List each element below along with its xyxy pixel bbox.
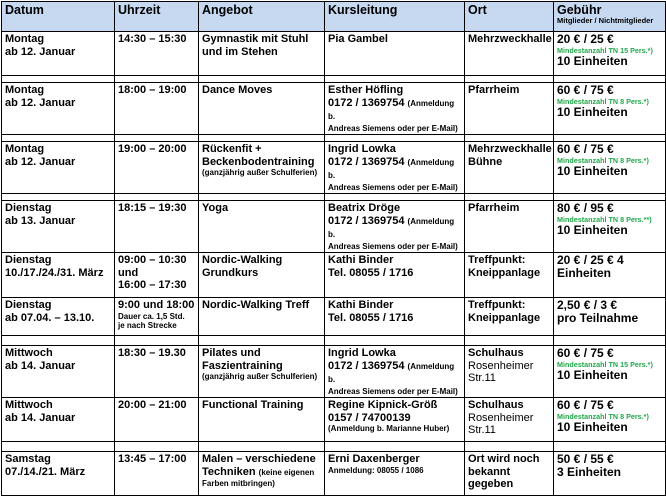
cell-datum [2,32,115,76]
time: 16:00 – 17:30 [118,279,187,291]
cell-angebot [199,83,325,135]
duration-note: je nach Strecke [118,321,177,330]
header-gebuehr-sub: Mitglieder / Nichtmitglieder [557,16,654,25]
cell-angebot [199,346,325,398]
offer-note: (ganzjährig außer Schulferien) [202,168,318,177]
time: 18:00 – 19:00 [118,84,187,96]
location: Treffpunkt: [468,254,526,266]
location-detail: bekannt gegeben [468,465,514,490]
min-participants: Mindestanzahl TN 8 Pers.**) [557,215,652,224]
spacer-row [2,76,666,83]
min-participants: Mindestanzahl TN 8 Pers.*) [557,97,649,106]
units: 10 Einheiten [557,54,628,68]
cell-gebuehr [554,298,666,336]
units: Einheiten [557,266,612,280]
cell-uhrzeit [115,346,199,398]
date: ab 14. Januar [5,359,76,372]
location: Mehrzweckhalle [468,143,552,155]
min-participants: Mindestanzahl TN 15 Pers.*) [557,46,653,55]
cell-ort [465,346,554,398]
cell-ort [465,452,554,496]
table-row [2,452,666,496]
header-kursleitung: Kursleitung [325,2,465,32]
offer-line: Faszientraining [202,359,283,372]
cell-gebuehr [554,201,666,253]
cell-datum [2,452,115,496]
units: pro Teilnahme [557,311,639,325]
day: Mittwoch [5,347,53,359]
cell-ort [465,83,554,135]
header-datum: Datum [2,2,115,32]
offer-line: Techniken [202,465,256,478]
table-row [2,83,666,135]
offer-line: und im Stehen [202,45,278,58]
cell-datum [2,83,115,135]
min-participants: Mindestanzahl TN 8 Pers.*) [557,156,649,165]
table-row [2,253,666,298]
duration-note: Dauer ca. 1,5 Std. [118,311,185,321]
cell-gebuehr [554,253,666,298]
date: 10./17./24./31. März [5,266,104,279]
date: ab 07.04. – 13.10. [5,311,95,324]
offer-line: Nordic-Walking Treff [202,299,310,311]
spacer-row [2,135,666,142]
registration-note-2: Andreas Siemens oder per E-Mail) [328,182,458,192]
date: ab 12. Januar [5,155,76,168]
registration-note: (Anmeldung b. [328,361,455,384]
price: 60 € / 75 € [557,142,614,156]
cell-kursleitung [325,346,465,398]
cell-gebuehr [554,32,666,76]
cell-uhrzeit [115,201,199,253]
time: 18:30 – 19.30 [118,347,186,359]
registration-note-2: Andreas Siemens oder per E-Mail) [328,241,458,251]
cell-uhrzeit [115,32,199,76]
header-ort: Ort [465,2,554,32]
instructor-phone: 0172 / 1369754 [328,359,405,372]
registration-note-2: Anmeldung: 08055 / 1086 [328,465,424,475]
registration-note-2: Andreas Siemens oder per E-Mail) [328,386,458,396]
cell-kursleitung [325,83,465,135]
price: 2,50 € / 3 € [557,298,618,312]
units: 10 Einheiten [557,368,628,382]
time: 14:30 – 15:30 [118,33,187,45]
cell-uhrzeit [115,398,199,442]
cell-angebot [199,201,325,253]
instructor-phone: Tel. 08055 / 1716 [328,311,414,324]
time: 13:45 – 17:00 [118,453,187,465]
cell-ort [465,142,554,194]
header-uhrzeit: Uhrzeit [115,2,199,32]
location: Schulhaus [468,399,524,411]
cell-angebot [199,142,325,194]
offer-line: Yoga [202,202,229,214]
registration-note: (Anmeldung b. [328,157,455,180]
table-row [2,298,666,336]
location: Ort wird noch [468,453,540,465]
day: Mittwoch [5,399,53,411]
cell-datum [2,201,115,253]
price: 60 € / 75 € [557,346,614,360]
cell-ort [465,201,554,253]
location-detail: Rosenheimer [468,411,534,424]
cell-datum [2,298,115,336]
location: Schulhaus [468,347,524,359]
cell-kursleitung [325,142,465,194]
time: 9:00 und 18:00 [118,299,195,311]
registration-note: (Anmeldung b. [328,98,455,121]
offer-line: Nordic-Walking [202,254,283,266]
instructor-name: Ingrid Lowka [328,347,396,359]
header-gebuehr-label: Gebühr [557,3,602,17]
cell-gebuehr [554,452,666,496]
spacer-row [2,442,666,452]
day: Samstag [5,453,51,465]
min-participants: Mindestanzahl TN 15 Pers.*) [557,360,653,369]
offer-line: Gymnastik mit Stuhl [202,33,309,45]
instructor-name: Esther Höfling [328,84,404,96]
day: Montag [5,143,45,155]
offer-line: Grundkurs [202,266,259,279]
cell-gebuehr [554,83,666,135]
time: 09:00 – 10:30 [118,254,187,266]
day: Dienstag [5,254,52,266]
location-detail: Kneippanlage [468,266,541,279]
cell-datum [2,142,115,194]
price: 60 € / 75 € [557,398,614,412]
cell-kursleitung [325,298,465,336]
cell-angebot [199,298,325,336]
day: Montag [5,84,45,96]
offer-line: Dance Moves [202,84,273,96]
date: 07./14./21. März [5,465,86,478]
instructor-phone: 0172 / 1369754 [328,214,405,227]
instructor-phone: 0172 / 1369754 [328,96,405,109]
cell-kursleitung [325,253,465,298]
cell-kursleitung [325,398,465,442]
offer-line: Beckenbodentraining [202,155,315,168]
offer-note: Farben mitbringen) [202,479,275,488]
cell-datum [2,398,115,442]
cell-datum [2,253,115,298]
time: 20:00 – 21:00 [118,399,187,411]
table-row [2,32,666,76]
header-gebuehr [554,2,666,32]
cell-uhrzeit [115,298,199,336]
location-detail: Bühne [468,155,503,168]
offer-line: Rückenfit + [202,143,262,155]
offer-line: Malen – verschiedene [202,453,316,465]
cell-gebuehr [554,142,666,194]
cell-kursleitung [325,452,465,496]
instructor-name: Regine Kipnick-Größ [328,399,438,411]
units: 10 Einheiten [557,420,628,434]
registration-note-2: (Anmeldung b. Marianne Huber) [328,424,450,433]
location-detail: Str.11 [468,372,496,384]
date: ab 14. Januar [5,411,76,424]
registration-note: (Anmeldung b. [328,216,455,239]
location: Treffpunkt: [468,299,526,311]
cell-ort [465,253,554,298]
time-and: und [118,266,139,279]
location-detail: Kneippanlage [468,311,541,324]
cell-gebuehr [554,346,666,398]
table-row [2,201,666,253]
header-row [2,2,666,32]
date: ab 12. Januar [5,45,76,58]
table-row [2,142,666,194]
cell-uhrzeit [115,142,199,194]
registration-note-2: Andreas Siemens oder per E-Mail) [328,123,458,133]
cell-kursleitung [325,32,465,76]
price: 60 € / 75 € [557,83,614,97]
cell-datum [2,346,115,398]
min-participants: Mindestanzahl TN 8 Pers.*) [557,412,649,421]
table-row [2,346,666,398]
price: 80 € / 95 € [557,201,614,215]
location-detail: Str.11 [468,424,496,436]
units: 10 Einheiten [557,105,628,119]
day: Dienstag [5,202,52,214]
spacer-row [2,336,666,346]
cell-angebot [199,452,325,496]
cell-uhrzeit [115,253,199,298]
instructor-name: Ingrid Lowka [328,143,396,155]
time: 18:15 – 19:30 [118,202,187,214]
cell-angebot [199,32,325,76]
cell-ort [465,298,554,336]
cell-uhrzeit [115,452,199,496]
units: 10 Einheiten [557,223,628,237]
cell-angebot [199,253,325,298]
cell-angebot [199,398,325,442]
offer-note: (ganzjährig außer Schulferien) [202,372,318,381]
instructor-name: Kathi Binder [328,299,394,311]
cell-ort [465,398,554,442]
price: 20 € / 25 € [557,32,614,46]
location: Mehrzweckhalle [468,33,552,45]
instructor-name: Kathi Binder [328,254,394,266]
cell-kursleitung [325,201,465,253]
day: Montag [5,33,45,45]
offer-line: Pilates und [202,347,261,359]
instructor-phone: 0172 / 1369754 [328,155,405,168]
location-detail: Rosenheimer [468,359,534,372]
location: Pfarrheim [468,84,520,96]
spacer-row [2,194,666,201]
cell-ort [465,32,554,76]
units: 3 Einheiten [557,465,622,479]
instructor-phone: Tel. 08055 / 1716 [328,266,414,279]
table-row [2,398,666,442]
price: 50 € / 55 € [557,452,614,466]
units: 10 Einheiten [557,164,628,178]
header-angebot: Angebot [199,2,325,32]
instructor-name: Beatrix Dröge [328,202,401,214]
price: 20 € / 25 € 4 [557,253,624,267]
cell-uhrzeit [115,83,199,135]
day: Dienstag [5,299,52,311]
date: ab 13. Januar [5,214,76,227]
date: ab 12. Januar [5,96,76,109]
course-table [1,1,666,496]
cell-gebuehr [554,398,666,442]
offer-note: (keine eigenen [258,467,315,477]
offer-line: Functional Training [202,399,304,411]
instructor-name: Erni Daxenberger [328,453,420,465]
instructor-phone: 0157 / 74700139 [328,411,411,424]
instructor-name: Pia Gambel [328,33,388,45]
location: Pfarrheim [468,202,520,214]
time: 19:00 – 20:00 [118,143,187,155]
